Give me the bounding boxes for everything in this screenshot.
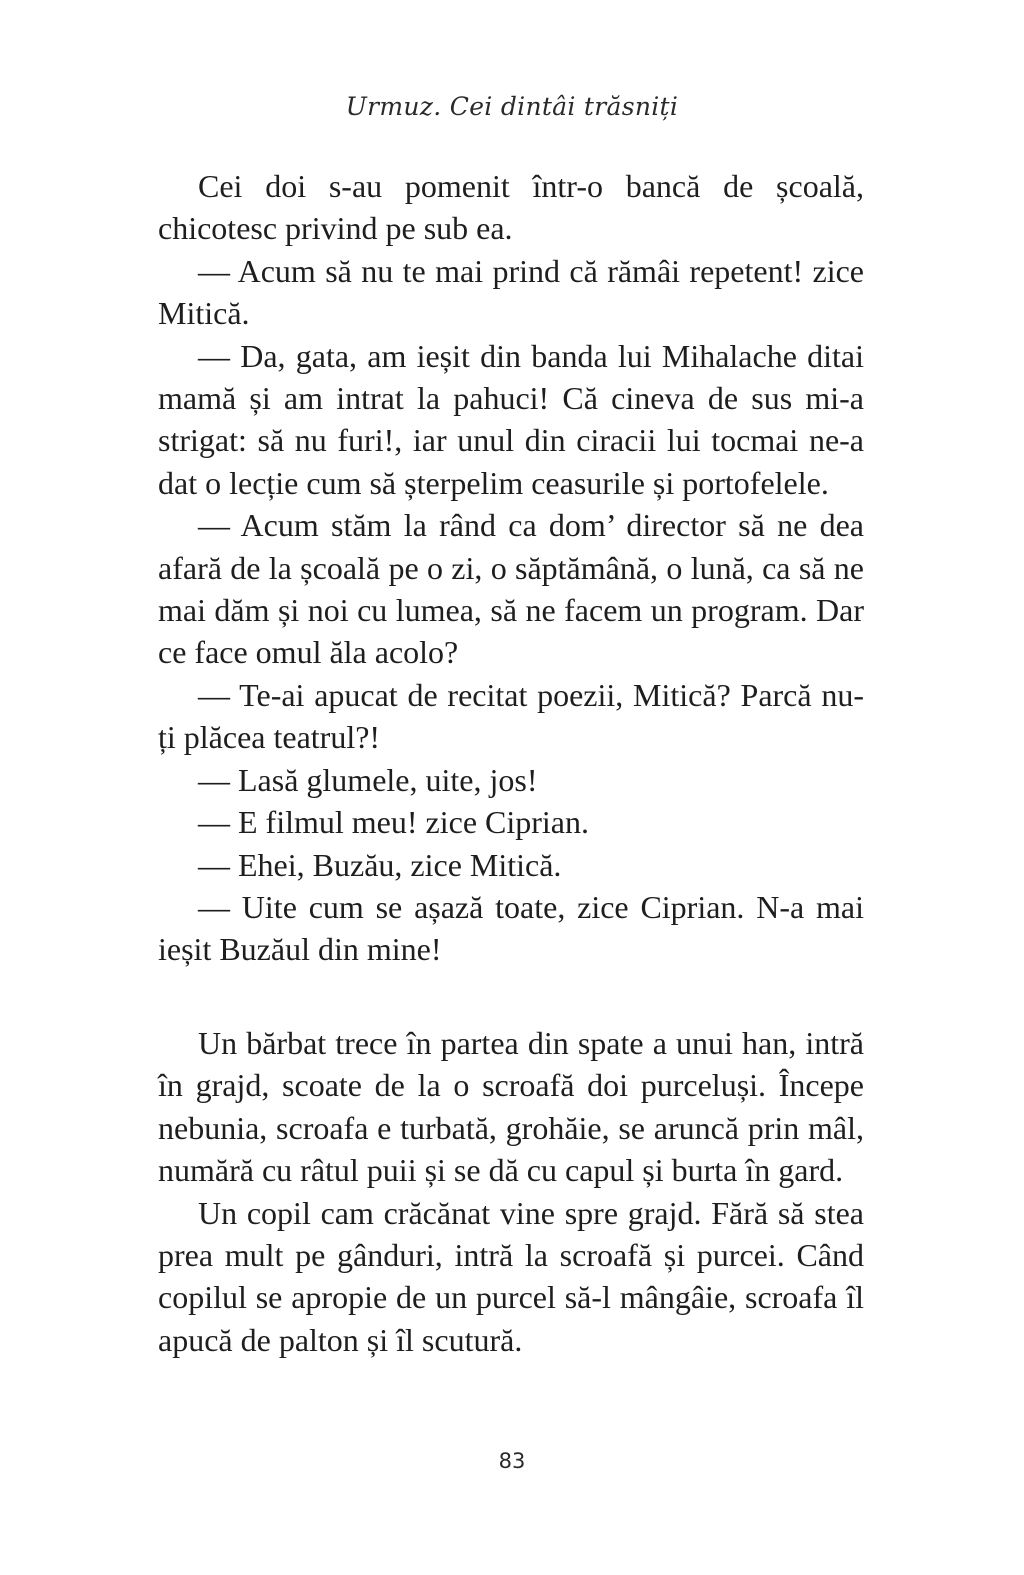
text-section-dialogue [158,165,864,971]
paragraph: Cei doi s-au pomenit într-o bancă de școală, chicotesc privind pe sub ea. [158,168,864,247]
paragraph: — Uite cum se așază toate, zice Ciprian. N-a mai ieșit Buzăul din mine! [158,888,864,968]
paragraph: — Te-ai apucat de recitat poezii, Mitică? Parcă nu-ți plăcea teatrul?! [158,676,864,756]
paragraph: Un bărbat trece în partea din spate a unui han, intră în grajd, scoate de la o scroafă doi purceluși. Începe nebunia, scroafa e turbată, grohăie, se aruncă prin mâl, numără cu râtul puii și se dă cu capul și burta în gard. [158,1025,864,1189]
paragraph: — E filmul meu! zice Ciprian. [198,804,589,841]
paragraph: — Da, gata, am ieșit din banda lui Mihalache ditai mamă și am intrat la pahuci! Că cineva de sus mi-a strigat: să nu furi!, iar unul din ciracii lui tocmai ne-a dat o lecție cum să șterpelim ceasurile și portofelele. [158,337,864,501]
paragraph: Un copil cam crăcănat vine spre grajd. Fără să stea prea mult pe gânduri, intră la scroafă și purcei. Când copilul se apropie de un purcel să-l mângâie, scroafa îl apucă de palton și îl scutură. [158,1194,864,1358]
paragraph: — Lasă glumele, uite, jos! [198,761,538,798]
paragraph: — Ehei, Buzău, zice Mitică. [198,846,562,883]
paragraph: — Acum stăm la rând ca dom’ director să ne dea afară de la școală pe o zi, o săptămână, o lună, ca să ne mai dăm și noi cu lumea, să ne facem un program. Dar ce face omul ăla acolo? [158,507,864,671]
text-section-narrative [158,1022,864,1361]
paragraph: — Acum să nu te mai prind că rămâi repetent! zice Mitică. [158,252,864,332]
page-number: 83 [498,1449,526,1473]
running-header: Urmuz. Cei dintâi trăsniți [345,92,679,121]
